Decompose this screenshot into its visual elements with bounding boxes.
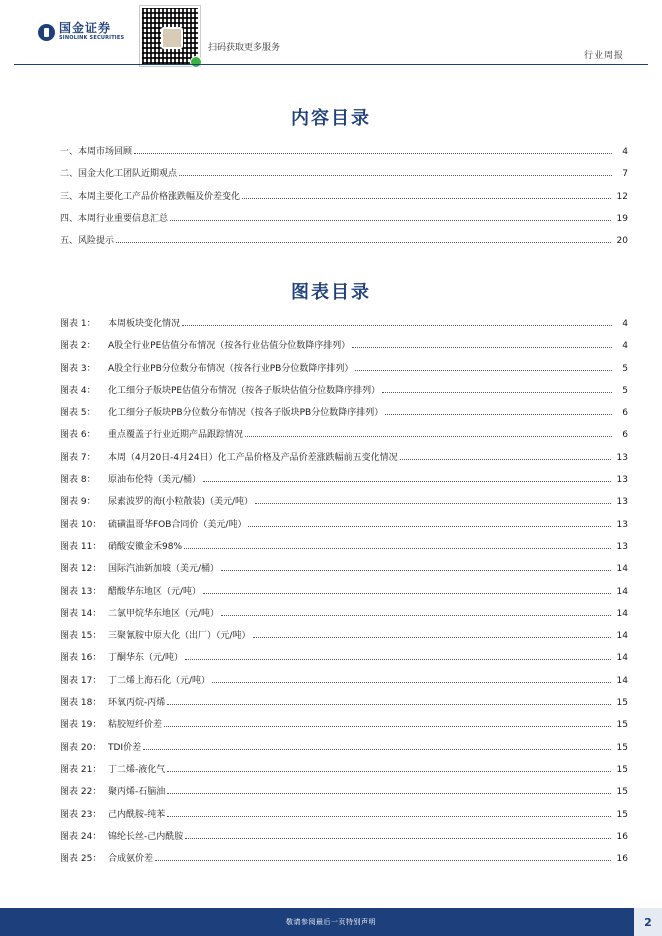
- figure-entry[interactable]: [60, 517, 628, 539]
- figure-entry[interactable]: [60, 361, 628, 383]
- dot-leader: [164, 720, 611, 727]
- figure-label: 图表 7：: [60, 452, 96, 463]
- entry-page-number: 14: [616, 675, 628, 686]
- entry-page-number: 19: [616, 213, 628, 224]
- entry-text: 原油布伦特（美元/桶）: [108, 475, 202, 486]
- entry-text: 硫磺温哥华FOB合同价（美元/吨）: [108, 519, 247, 530]
- dot-leader: [167, 698, 610, 705]
- page-header: [0, 0, 662, 66]
- figure-label: 图表 25：: [60, 854, 102, 865]
- figure-label: 图表 20：: [60, 742, 102, 753]
- dot-leader: [167, 765, 610, 772]
- figure-entry[interactable]: [60, 650, 628, 672]
- entry-page-number: 15: [616, 787, 628, 798]
- entry-page-number: 13: [616, 497, 628, 508]
- dot-leader: [248, 520, 610, 527]
- dot-leader: [253, 631, 611, 638]
- dot-leader: [242, 192, 611, 199]
- entry-text: 化工细分子版块PE估值分布情况（按各子版块估值分位数降序排列）: [108, 385, 381, 396]
- dot-leader: [185, 653, 611, 660]
- entry-page-number: 13: [616, 541, 628, 552]
- figure-label: 图表 24：: [60, 831, 102, 842]
- entry-page-number: 20: [616, 236, 628, 247]
- contents-list: [60, 144, 628, 255]
- dot-leader: [182, 319, 612, 326]
- entry-text: 二氯甲烷华东地区（元/吨）: [108, 608, 220, 619]
- dot-leader: [212, 676, 611, 683]
- dot-leader: [221, 609, 611, 616]
- entry-text: 己内酰胺-纯苯: [108, 809, 166, 820]
- entry-page-number: 14: [616, 586, 628, 597]
- contents-title: 内容目录: [291, 108, 371, 129]
- figure-label: 图表 6：: [60, 430, 96, 441]
- entry-page-number: 4: [622, 341, 628, 352]
- entry-text: 重点覆盖子行业近期产品跟踪情况: [108, 430, 244, 441]
- dot-leader: [179, 169, 612, 176]
- entry-text: 一、本周市场回顾: [60, 147, 133, 157]
- dot-leader: [170, 214, 611, 221]
- figure-entry[interactable]: [60, 472, 628, 494]
- figure-entry[interactable]: [60, 717, 628, 739]
- page-footer: [0, 908, 662, 936]
- figure-entry[interactable]: [60, 762, 628, 784]
- entry-text: 丁二烯上海石化（元/吨）: [108, 675, 211, 686]
- figure-label: 图表 22：: [60, 787, 102, 798]
- entry-text: 醋酸华东地区（元/吨）: [108, 586, 202, 597]
- figure-label: 图表 1：: [60, 319, 96, 329]
- figure-label: 图表 10：: [60, 519, 102, 530]
- figure-label: 图表 17：: [60, 675, 102, 686]
- entry-page-number: 13: [616, 519, 628, 530]
- figure-entry[interactable]: [60, 316, 628, 338]
- entry-page-number: 14: [616, 564, 628, 575]
- footer-disclaimer[interactable]: 敬请参阅最后一页特别声明: [286, 918, 376, 926]
- dot-leader: [400, 453, 611, 460]
- figure-label: 图表 3：: [60, 363, 96, 374]
- dot-leader: [385, 408, 612, 415]
- figures-list: [60, 316, 628, 873]
- header-divider: [14, 64, 648, 65]
- entry-text: 粘胶短纤价差: [108, 720, 163, 731]
- dot-leader: [203, 475, 611, 482]
- entry-text: 三、本周主要化工产品价格涨跌幅及价差变化: [60, 191, 241, 202]
- figure-label: 图表 8：: [60, 475, 96, 486]
- dot-leader: [184, 542, 611, 549]
- entry-page-number: 16: [616, 831, 628, 842]
- entry-page-number: 6: [622, 408, 628, 419]
- dot-leader: [116, 236, 611, 243]
- entry-text: 硝酸安徽金禾98%: [108, 541, 183, 552]
- entry-text: 丁二烯-液化气: [108, 764, 166, 775]
- entry-text: TDI价差: [108, 742, 142, 753]
- dot-leader: [134, 147, 612, 154]
- entry-text: 五、风险提示: [60, 236, 115, 247]
- dot-leader: [185, 832, 610, 839]
- figure-entry[interactable]: [60, 807, 628, 829]
- figure-label: 图表 11：: [60, 541, 102, 552]
- figure-label: 图表 9：: [60, 497, 96, 508]
- figures-title: 图表目录: [291, 282, 371, 303]
- figure-entry[interactable]: [60, 494, 628, 516]
- toc-entry[interactable]: [60, 211, 628, 233]
- entry-page-number: 14: [616, 631, 628, 642]
- dot-leader: [245, 430, 612, 437]
- company-logo: [38, 22, 124, 42]
- figure-label: 图表 4：: [60, 385, 96, 396]
- entry-text: 国际汽油新加坡（美元/桶）: [108, 564, 220, 575]
- dot-leader: [355, 364, 612, 371]
- figure-label: 图表 19：: [60, 720, 102, 731]
- entry-text: 二、国金大化工团队近期观点: [60, 169, 178, 180]
- figure-entry[interactable]: [60, 338, 628, 360]
- dot-leader: [382, 386, 612, 393]
- entry-page-number: 14: [616, 653, 628, 664]
- entry-page-number: 13: [616, 475, 628, 486]
- report-type: 行业周报: [583, 51, 624, 61]
- dot-leader: [221, 564, 611, 571]
- dot-leader: [255, 497, 610, 504]
- entry-text: 合成氨价差: [108, 854, 154, 865]
- logo-cn-text: 国金证券: [59, 21, 112, 35]
- figure-label: 图表 12：: [60, 564, 102, 575]
- entry-page-number: 15: [616, 720, 628, 731]
- figure-entry[interactable]: [60, 561, 628, 583]
- figure-entry[interactable]: [60, 784, 628, 806]
- figure-entry[interactable]: [60, 829, 628, 851]
- qr-code-icon: [140, 6, 200, 66]
- figure-label: 图表 23：: [60, 809, 102, 820]
- figure-entry[interactable]: [60, 628, 628, 650]
- entry-text: A股全行业PB分位数分布情况（按各行业PB分位数降序排列）: [108, 363, 354, 374]
- toc-entry[interactable]: [60, 233, 628, 255]
- entry-page-number: 5: [622, 385, 628, 396]
- dot-leader: [203, 587, 611, 594]
- entry-page-number: 12: [616, 191, 628, 202]
- entry-text: 尿素波罗的海(小粒散装)（美元/吨）: [108, 497, 254, 508]
- entry-text: 环氧丙烷-丙烯: [108, 698, 166, 709]
- logo-en-text: SINOLINK SECURITIES: [59, 35, 125, 41]
- qr-caption: 扫码获取更多服务: [208, 43, 281, 53]
- figure-entry[interactable]: [60, 450, 628, 472]
- entry-text: 聚丙烯-石脑油: [108, 787, 166, 798]
- figure-label: 图表 21：: [60, 764, 102, 775]
- figure-entry[interactable]: [60, 383, 628, 405]
- entry-text: 本周板块变化情况: [108, 319, 181, 329]
- figure-label: 图表 15：: [60, 631, 102, 642]
- entry-text: 化工细分子版块PB分位数分布情况（按各子版块PB分位数降序排列）: [108, 408, 384, 419]
- entry-page-number: 13: [616, 452, 628, 463]
- figure-label: 图表 5：: [60, 408, 96, 419]
- dot-leader: [167, 810, 610, 817]
- entry-page-number: 14: [616, 608, 628, 619]
- entry-page-number: 15: [616, 764, 628, 775]
- figure-entry[interactable]: [60, 695, 628, 717]
- entry-text: 三聚氰胺中原大化（出厂）（元/吨）: [108, 631, 251, 642]
- entry-text: 四、本周行业重要信息汇总: [60, 213, 169, 224]
- logo-mark-icon: [38, 24, 55, 41]
- figure-entry[interactable]: [60, 606, 628, 628]
- entry-text: 锦纶长丝-己内酰胺: [108, 831, 184, 842]
- dot-leader: [155, 854, 611, 861]
- entry-page-number: 5: [622, 363, 628, 374]
- dot-leader: [167, 787, 610, 794]
- dot-leader: [352, 341, 612, 348]
- dot-leader: [143, 743, 610, 750]
- figure-entry[interactable]: [60, 673, 628, 695]
- figure-label: 图表 14：: [60, 608, 102, 619]
- figure-entry[interactable]: [60, 427, 628, 449]
- entry-page-number: 4: [622, 147, 628, 157]
- entry-text: 本周（4月20日-4月24日）化工产品价格及产品价差涨跌幅前五变化情况: [108, 452, 398, 463]
- figure-entry[interactable]: [60, 539, 628, 561]
- figure-entry[interactable]: [60, 740, 628, 762]
- entry-page-number: 4: [622, 319, 628, 329]
- figure-entry[interactable]: [60, 584, 628, 606]
- figure-label: 图表 2：: [60, 341, 96, 352]
- figure-label: 图表 18：: [60, 698, 102, 709]
- figure-label: 图表 13：: [60, 586, 102, 597]
- figure-label: 图表 16：: [60, 653, 102, 664]
- toc-entry[interactable]: [60, 166, 628, 188]
- page-number: 2: [634, 908, 662, 936]
- wechat-badge-icon: [190, 56, 202, 68]
- entry-page-number: 15: [616, 698, 628, 709]
- entry-page-number: 6: [622, 430, 628, 441]
- entry-page-number: 16: [616, 854, 628, 865]
- entry-text: 丁酮华东（元/吨）: [108, 653, 184, 664]
- toc-entry[interactable]: [60, 144, 628, 166]
- toc-entry[interactable]: [60, 189, 628, 211]
- entry-page-number: 15: [616, 742, 628, 753]
- figure-entry[interactable]: [60, 405, 628, 427]
- entry-page-number: 7: [622, 169, 628, 180]
- entry-page-number: 15: [616, 809, 628, 820]
- entry-text: A股全行业PE估值分布情况（按各行业估值分位数降序排列）: [108, 341, 351, 352]
- figure-entry[interactable]: [60, 851, 628, 873]
